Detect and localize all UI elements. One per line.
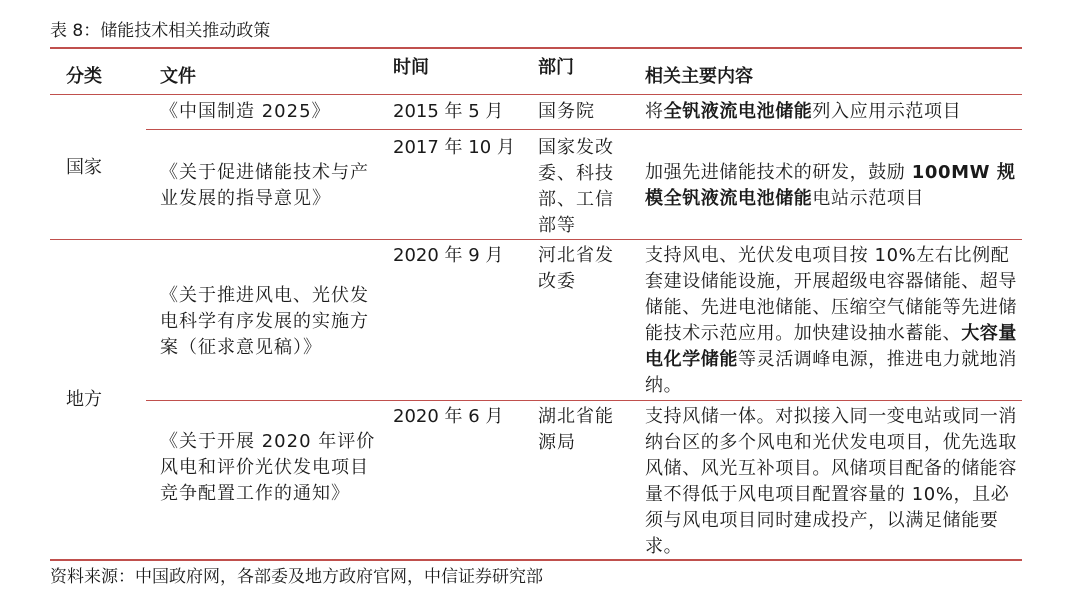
- header-department: 部门: [538, 57, 574, 78]
- row4-content: [645, 404, 1017, 560]
- category-local: 地方: [66, 389, 102, 410]
- row1-time: 2015 年 5 月: [393, 101, 504, 122]
- content-run: 电站示范项目: [812, 188, 925, 209]
- row3-content: [645, 243, 1017, 399]
- content-run: 全钒液流电池储能: [663, 101, 813, 122]
- row1-document: 《中国制造 2025》: [160, 101, 331, 122]
- header-category: 分类: [66, 66, 102, 87]
- content-run: 支持风电、光伏发电项目按 10%左右比例配套建设储能设施，开展超级电容器储能、超导储能、先进电池储能、压缩空气储能等先进储能技术示范应用。加快建设抽水蓄能、: [645, 245, 1017, 344]
- row1-department: 国务院: [538, 101, 595, 122]
- content-run: 大容量电化学储能: [645, 323, 1018, 370]
- category-national: 国家: [66, 157, 102, 178]
- table-caption: 表 8：储能技术相关推动政策: [50, 21, 271, 41]
- row4-document: 《关于开展 2020 年评价风电和评价光伏发电项目竞争配置工作的通知》: [160, 431, 376, 504]
- content-run: 加强先进储能技术的研发，鼓励: [645, 162, 912, 183]
- row2-time: 2017 年 10 月: [393, 137, 515, 158]
- header-bottom-rule: [50, 94, 1022, 95]
- content-run: 支持风储一体。对拟接入同一变电站或同一消纳台区的多个风电和光伏发电项目，优先选取风储、风光互补项目。风储项目配备的储能容量不得低于风电项目配置容量的 10%，且必须与风电项目同时建成投产，以满足储能要求。: [645, 406, 1017, 557]
- content-run: 100MW 规模全钒液流电池储能: [645, 162, 1016, 209]
- header-document: 文件: [160, 66, 196, 87]
- national-bottom-rule: [50, 239, 1022, 240]
- row3-department: 河北省发改委: [538, 245, 614, 292]
- header-time: 时间: [393, 57, 429, 78]
- row4-time: 2020 年 6 月: [393, 406, 504, 427]
- row4-department: 湖北省能源局: [538, 406, 614, 453]
- row1-content: [645, 99, 1017, 125]
- header-content: 相关主要内容: [645, 66, 753, 87]
- row1-bottom-rule: [146, 129, 1022, 130]
- content-run: 将: [645, 101, 664, 122]
- row2-department: 国家发改委、科技部、工信部等: [538, 137, 614, 236]
- row3-bottom-rule: [146, 400, 1022, 401]
- row2-document: 《关于促进储能技术与产业发展的指导意见》: [160, 162, 369, 209]
- content-run: 等灵活调峰电源，推进电力就地消纳。: [645, 349, 1017, 396]
- row3-document: 《关于推进风电、光伏发电科学有序发展的实施方案（征求意见稿）》: [160, 285, 369, 358]
- source-note: 资料来源：中国政府网，各部委及地方政府官网，中信证券研究部: [50, 567, 543, 587]
- table-top-rule: [50, 47, 1022, 49]
- row2-content: [645, 160, 1017, 212]
- content-run: 列入应用示范项目: [812, 101, 962, 122]
- row3-time: 2020 年 9 月: [393, 245, 504, 266]
